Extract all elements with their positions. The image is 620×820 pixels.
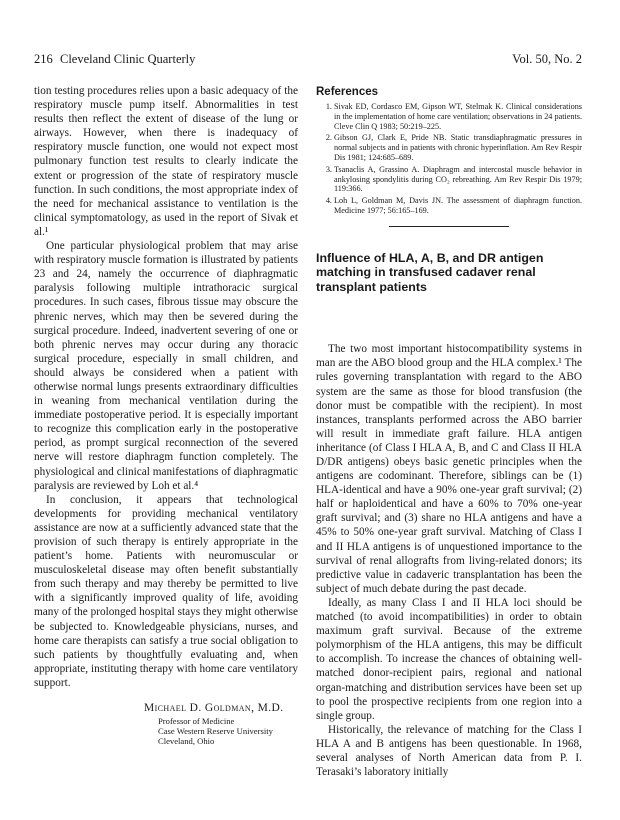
body-paragraph: The two most important histocompatibility systems in man are the ABO blood group and the HLA complex.¹ The rules governing transplantation with regard to the ABO system are the same as those for blood transfusion (the donor must be compatible with the recipient). In most instances, transplants performed across the ABO barrier will result in immediate graft failure. HLA antigen inheritance (of Class I HLA A, B, and C and Class II HLA D/DR antigens) obeys basic genetic principles when the antigens are codominant. Therefore, siblings can be (1) HLA-identical and have a 90% one-year graft survival; (2) half or haploidentical and have a 60% to 70% one-year graft survival; and (3) share no HLA antigens and have a 45% to 50% one-year graft survival. Matching of Class I and II HLA antigens is of unquestioned importance to the survival of renal allografts from living-related donors; its predictive value in cadaveric transplantation has been the subject of much debate during the past decade. [316,343,582,595]
author-affiliation: Cleveland, Ohio [158,736,215,747]
reference-list [316,102,582,216]
section-divider [389,226,509,227]
body-paragraph: One particular physiological problem that may arise with respiratory muscle formation is illustrated by patients 23 and 24, namely the occurrence of diaphragmatic paralysis following multiple intrathoracic surgical procedures. In such cases, fibrous tissue may obscure the phrenic nerves, which may then be severed during the surgical procedure. Indeed, inadvertent severing of one or both phrenic nerves may occur during any thoracic surgical procedure, especially in small children, and should always be considered when a patient with otherwise normal lungs presents extraordinary difficulties in weaning from mechanical ventilation during the immediate postoperative period. It is especially important to recognize this complication early in the postoperative period, as prompt surgical reconnection of the severed nerve will restore diaphragm function completely. The physiological and clinical manifestations of diaphragmatic paralysis are reviewed by Loh et al.⁴ [34,240,298,492]
body-paragraph: tion testing procedures relies upon a basic adequacy of the respiratory muscle pump itself. Abnormalities in test results then reflect the extent of disease of the lung or airways. However, when there is inadequacy of respiratory muscle function, one would not expect most pulmonary function test results to clearly indicate the extent or progression of the state of respiratory muscle function. In such conditions, the most appropriate index of the need for mechanical assistance to ventilation is the clinical symptomatology, as used in the report of Sivak et al.¹ [34,85,298,238]
running-header [34,52,582,68]
journal-title: Cleveland Clinic Quarterly [60,52,196,66]
reference-item: 3. Tsanaclis A, Grassino A. Diaphragm and intercostal muscle behavior in ankylosing spondylitis during CO₂ rebreathing. Am Rev Respir Dis 1979; 119:366. [334,165,582,194]
author-affiliation: Professor of Medicine [158,716,235,727]
body-paragraph: Historically, the relevance of matching for the Class I HLA A and B antigens has been questionable. In 1968, several analyses of North American data from P. I. Terasaki’s laboratory initially [316,723,582,779]
reference-item: 4. Loh L, Goldman M, Davis JN. The assessment of diaphragm function. Medicine 1977; 56:165–169. [334,196,582,216]
page-number: 216 [34,52,53,66]
body-paragraph: In conclusion, it appears that technological developments for providing mechanical ventilatory assistance are now at a sufficiently advanced state that the provision of such therapy is entirely appropriate in the patient’s home. Patients with neuromuscular or musculoskeletal disease may often benefit substantially from such therapy and may thereby be permitted to live with a significantly improved quality of life, avoiding many of the prolonged hospital stays they might otherwise be subjected to. Knowledgeable physicians, nurses, and home care therapists can satisfy a true social obligation to such patients by thoughtfully evaluating and, when appropriate, instituting therapy with home care ventilatory support. [34,493,298,689]
body-paragraph: Ideally, as many Class I and II HLA loci should be matched (to avoid incompatibilities) in order to obtain maximum graft survival. Because of the extreme polymorphism of the HLA antigens, this may be difficult to accomplish. To increase the chances of obtaining well-matched donor-recipient pairs, regional and national organ-matching and distribution services have been set up to pool the prospective recipients from one region into a single group. [316,596,582,722]
reference-item: 1. Sivak ED, Cordasco EM, Gipson WT, Stelmak K. Clinical considerations in the implementation of home care ventilation; observations in 24 patients. Cleve Clin Q 1983; 50:219–225. [334,102,582,131]
left-column [34,84,298,746]
author-signature [34,702,298,746]
author-affiliation: Case Western Reserve University [158,726,273,737]
author-name: Michael D. Goldman, M.D. [144,702,284,715]
volume-issue: Vol. 50, No. 2 [512,52,582,66]
right-column [316,84,582,779]
article-title: Influence of HLA, A, B, and DR antigen matching in transfused cadaver renal transplant patients [316,250,544,294]
references-heading: References [316,86,379,98]
reference-item: 2. Gibson GJ, Clark E, Pride NB. Static transdiaphragmatic pressures in normal subjects and in patients with chronic hyperinflation. Am Rev Respir Dis 1981; 124:685–689. [334,133,582,162]
